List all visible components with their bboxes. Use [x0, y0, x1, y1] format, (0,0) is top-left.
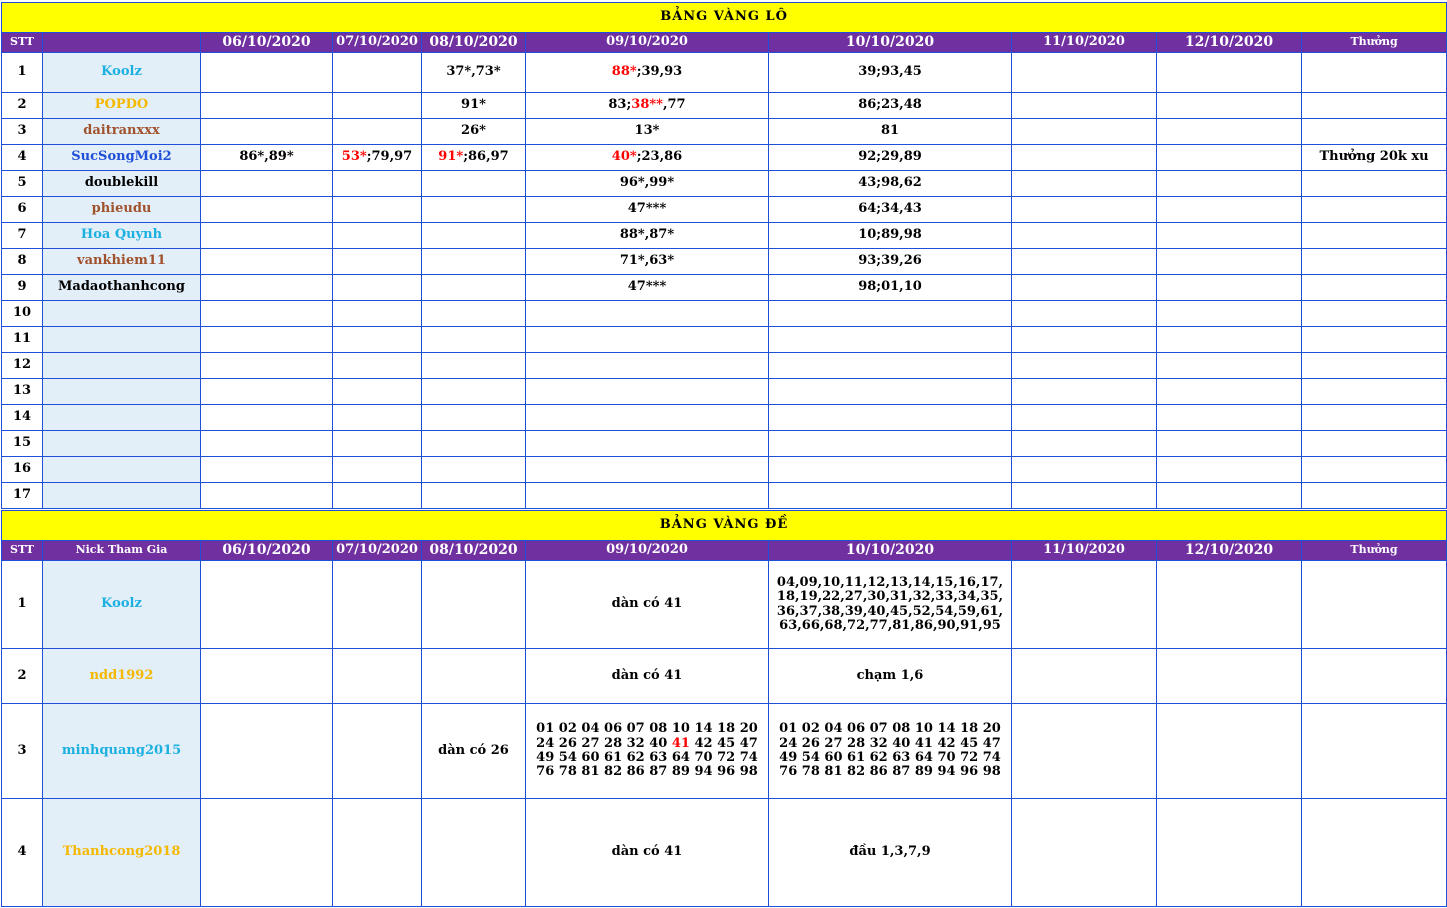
cell-d07[interactable]: [333, 171, 422, 197]
other-numbers: ;39,93: [636, 64, 683, 80]
lo-header-d08: 08/10/2020: [422, 33, 526, 53]
lo-header-reward: Thưởng: [1302, 33, 1447, 53]
cell-d06[interactable]: [201, 483, 333, 509]
row-number: 7: [2, 223, 43, 249]
cell-d10[interactable]: [769, 431, 1012, 457]
numbers: 42 45 47: [689, 735, 758, 751]
cell-d07[interactable]: [333, 379, 422, 405]
cell-d10[interactable]: 10;89,98: [769, 223, 1012, 249]
cell-d09[interactable]: [526, 431, 769, 457]
cell-d08[interactable]: [422, 799, 526, 907]
number-line: 01 02 04 06 07 08 10 14 18 20: [536, 721, 758, 737]
cell-d12[interactable]: [1157, 145, 1302, 171]
cell-d11[interactable]: [1012, 431, 1157, 457]
cell-d07[interactable]: [333, 93, 422, 119]
cell-d12[interactable]: [1157, 483, 1302, 509]
cell-d06[interactable]: [201, 249, 333, 275]
cell-d06[interactable]: [201, 197, 333, 223]
cell-reward[interactable]: [1302, 301, 1447, 327]
cell-d08[interactable]: 37*,73*: [422, 53, 526, 93]
cell-d06[interactable]: [201, 379, 333, 405]
cell-d07[interactable]: [333, 53, 422, 93]
cell-reward[interactable]: [1302, 649, 1447, 704]
de-header-reward: Thưởng: [1302, 541, 1447, 561]
cell-d08[interactable]: 26*: [422, 119, 526, 145]
de-row: [2, 704, 1447, 799]
cell-d07[interactable]: [333, 457, 422, 483]
cell-d12[interactable]: [1157, 353, 1302, 379]
row-number: 5: [2, 171, 43, 197]
cell-reward[interactable]: [1302, 704, 1447, 799]
player-name[interactable]: [43, 379, 201, 405]
row-number: 15: [2, 431, 43, 457]
number-line: 18,19,22,27,30,31,32,33,34,35,: [776, 589, 1004, 605]
lo-row-empty: [2, 327, 1447, 353]
cell-d11[interactable]: [1012, 799, 1157, 907]
cell-d12[interactable]: [1157, 405, 1302, 431]
other-numbers: ,77: [662, 97, 686, 113]
cell-d06[interactable]: [201, 53, 333, 93]
cell-d12[interactable]: [1157, 431, 1302, 457]
cell-reward[interactable]: [1302, 197, 1447, 223]
player-name[interactable]: doublekill: [43, 171, 201, 197]
other-numbers: ;86,97: [463, 149, 509, 165]
cell-d09[interactable]: 47***: [526, 275, 769, 301]
cell-d06[interactable]: [201, 649, 333, 704]
number-line: [526, 737, 768, 751]
lo-row-empty: [2, 379, 1447, 405]
cell-d12[interactable]: [1157, 301, 1302, 327]
cell-d09[interactable]: 96*,99*: [526, 171, 769, 197]
number-line: 49 54 60 61 62 63 64 70 72 74: [536, 750, 758, 765]
cell-d10[interactable]: [769, 353, 1012, 379]
de-title: BẢNG VÀNG ĐỀ: [2, 511, 1447, 541]
cell-d07[interactable]: [333, 327, 422, 353]
hit-numbers: 40*: [611, 149, 637, 165]
number-line: 76 78 81 82 86 87 89 94 96 98: [536, 764, 758, 780]
de-row: [2, 649, 1447, 704]
cell-d11[interactable]: [1012, 379, 1157, 405]
cell-d12[interactable]: [1157, 561, 1302, 649]
cell-reward[interactable]: [1302, 457, 1447, 483]
cell-d11[interactable]: [1012, 53, 1157, 93]
player-name[interactable]: [43, 457, 201, 483]
row-number: 10: [2, 301, 43, 327]
cell-reward[interactable]: [1302, 93, 1447, 119]
numbers: 24 26 27 28 32 40: [536, 735, 672, 751]
player-name[interactable]: Thanhcong2018: [43, 799, 201, 907]
hit-number: 41: [671, 735, 690, 751]
cell-d09[interactable]: [526, 53, 769, 93]
cell-d06[interactable]: [201, 275, 333, 301]
cell-d10[interactable]: [769, 405, 1012, 431]
de-header-d11: 11/10/2020: [1012, 541, 1157, 561]
lo-row-empty: [2, 405, 1447, 431]
hit-numbers: 91*: [438, 149, 464, 165]
cell-d06[interactable]: [201, 171, 333, 197]
cell-d07[interactable]: [333, 301, 422, 327]
cell-d10[interactable]: [769, 379, 1012, 405]
row-number: 4: [2, 799, 43, 907]
cell-reward[interactable]: [1302, 275, 1447, 301]
lo-row-empty: [2, 353, 1447, 379]
cell-d08[interactable]: [422, 327, 526, 353]
cell-d07[interactable]: [333, 431, 422, 457]
player-name[interactable]: Madaothanhcong: [43, 275, 201, 301]
cell-d07[interactable]: [333, 561, 422, 649]
cell-d08[interactable]: [422, 249, 526, 275]
cell-d09[interactable]: [526, 457, 769, 483]
lo-row: [2, 249, 1447, 275]
cell-d12[interactable]: [1157, 93, 1302, 119]
cell-d10[interactable]: [769, 327, 1012, 353]
cell-d10[interactable]: [769, 457, 1012, 483]
cell-d10[interactable]: 92;29,89: [769, 145, 1012, 171]
cell-reward[interactable]: [1302, 353, 1447, 379]
cell-d10[interactable]: [769, 301, 1012, 327]
cell-d08[interactable]: [422, 223, 526, 249]
de-header-row: [2, 541, 1447, 561]
cell-d06[interactable]: [201, 405, 333, 431]
row-number: 1: [2, 53, 43, 93]
cell-d09[interactable]: [526, 301, 769, 327]
cell-d10[interactable]: [769, 483, 1012, 509]
cell-d09[interactable]: dàn có 41: [526, 799, 769, 907]
cell-d06[interactable]: [201, 704, 333, 799]
row-number: 8: [2, 249, 43, 275]
cell-d09[interactable]: [526, 379, 769, 405]
cell-reward[interactable]: [1302, 249, 1447, 275]
lo-table: [1, 2, 1447, 509]
cell-reward[interactable]: [1302, 327, 1447, 353]
cell-d06[interactable]: [201, 561, 333, 649]
de-header-name: Nick Tham Gia: [43, 541, 201, 561]
hit-numbers: 53*: [341, 149, 367, 165]
cell-d12[interactable]: [1157, 171, 1302, 197]
cell-d08[interactable]: [422, 197, 526, 223]
cell-d07[interactable]: [333, 799, 422, 907]
number-line: 49 54 60 61 62 63 64 70 72 74: [779, 750, 1001, 765]
cell-d10[interactable]: [769, 561, 1012, 649]
cell-d07[interactable]: [333, 249, 422, 275]
cell-d12[interactable]: [1157, 327, 1302, 353]
cell-d07[interactable]: [333, 119, 422, 145]
cell-d08[interactable]: [422, 379, 526, 405]
lo-header-d09: 09/10/2020: [526, 33, 769, 53]
hit-numbers: 88*: [611, 64, 637, 80]
cell-d07[interactable]: [333, 197, 422, 223]
cell-d09[interactable]: 13*: [526, 119, 769, 145]
row-number: 12: [2, 353, 43, 379]
row-number: 9: [2, 275, 43, 301]
cell-d08[interactable]: [422, 405, 526, 431]
cell-d06[interactable]: [201, 93, 333, 119]
row-number: 2: [2, 93, 43, 119]
cell-d11[interactable]: [1012, 483, 1157, 509]
cell-d10[interactable]: chạm 1,6: [769, 649, 1012, 704]
cell-reward[interactable]: [1302, 223, 1447, 249]
cell-d11[interactable]: [1012, 327, 1157, 353]
row-number: 16: [2, 457, 43, 483]
player-name[interactable]: [43, 405, 201, 431]
cell-d06[interactable]: [201, 353, 333, 379]
lo-title: BẢNG VÀNG LÔ: [2, 3, 1447, 33]
cell-d08[interactable]: [422, 483, 526, 509]
cell-d07[interactable]: [333, 275, 422, 301]
cell-d10[interactable]: 81: [769, 119, 1012, 145]
cell-d09[interactable]: [526, 405, 769, 431]
lo-header-d11: 11/10/2020: [1012, 33, 1157, 53]
cell-d12[interactable]: [1157, 223, 1302, 249]
cell-d10[interactable]: đầu 1,3,7,9: [769, 799, 1012, 907]
cell-reward[interactable]: [1302, 431, 1447, 457]
player-name[interactable]: phieudu: [43, 197, 201, 223]
de-header-d08: 08/10/2020: [422, 541, 526, 561]
cell-d11[interactable]: [1012, 171, 1157, 197]
de-header-d09: 09/10/2020: [526, 541, 769, 561]
lo-header-row: [2, 33, 1447, 53]
cell-d06[interactable]: [201, 301, 333, 327]
cell-d07[interactable]: [333, 649, 422, 704]
cell-d09[interactable]: dàn có 41: [526, 649, 769, 704]
other-numbers: ;79,97: [366, 149, 413, 165]
hit-numbers: 38**: [631, 97, 663, 113]
cell-d11[interactable]: [1012, 249, 1157, 275]
cell-d08[interactable]: [422, 431, 526, 457]
cell-d12[interactable]: [1157, 649, 1302, 704]
row-number: 11: [2, 327, 43, 353]
number-line: 36,37,38,39,40,45,52,54,59,61,: [776, 603, 1004, 619]
cell-d11[interactable]: [1012, 275, 1157, 301]
cell-d10[interactable]: 93;39,26: [769, 249, 1012, 275]
cell-d06[interactable]: [201, 327, 333, 353]
cell-d09[interactable]: [526, 704, 769, 799]
cell-reward[interactable]: [1302, 53, 1447, 93]
number-line: 01 02 04 06 07 08 10 14 18 20: [779, 721, 1001, 737]
cell-d06[interactable]: [201, 223, 333, 249]
other-numbers: ;23,86: [636, 149, 683, 165]
number-line: 24 26 27 28 32 40 41 42 45 47: [779, 735, 1001, 751]
player-name[interactable]: vankhiem11: [43, 249, 201, 275]
cell-reward[interactable]: [1302, 799, 1447, 907]
player-name[interactable]: [43, 353, 201, 379]
cell-d08[interactable]: [422, 301, 526, 327]
cell-d11[interactable]: [1012, 119, 1157, 145]
row-number: 3: [2, 704, 43, 799]
cell-d08[interactable]: [422, 275, 526, 301]
player-name[interactable]: Hoa Quynh: [43, 223, 201, 249]
de-header-d07: 07/10/2020: [333, 541, 422, 561]
lo-row: [2, 275, 1447, 301]
cell-d09[interactable]: [526, 145, 769, 171]
lo-header-d07: 07/10/2020: [333, 33, 422, 53]
de-row: [2, 799, 1447, 907]
player-name[interactable]: minhquang2015: [43, 704, 201, 799]
lo-header-stt: STT: [2, 33, 43, 53]
cell-d06[interactable]: [201, 799, 333, 907]
cell-reward[interactable]: Thưởng 20k xu: [1302, 145, 1447, 171]
cell-d11[interactable]: [1012, 649, 1157, 704]
row-number: 17: [2, 483, 43, 509]
cell-reward[interactable]: [1302, 119, 1447, 145]
cell-d07[interactable]: [333, 483, 422, 509]
lo-row-empty: [2, 457, 1447, 483]
cell-d10[interactable]: 86;23,48: [769, 93, 1012, 119]
cell-d09[interactable]: [526, 353, 769, 379]
cell-d07[interactable]: [333, 704, 422, 799]
number-line: 63,66,68,72,77,81,86,90,91,95: [779, 617, 1001, 633]
lo-row: [2, 145, 1447, 171]
de-header-d06: 06/10/2020: [201, 541, 333, 561]
cell-d11[interactable]: [1012, 353, 1157, 379]
cell-d09[interactable]: 71*,63*: [526, 249, 769, 275]
lo-row-empty: [2, 301, 1447, 327]
row-number: 6: [2, 197, 43, 223]
cell-d11[interactable]: [1012, 301, 1157, 327]
cell-d11[interactable]: [1012, 561, 1157, 649]
row-number: 2: [2, 649, 43, 704]
de-table: [1, 510, 1447, 907]
cell-reward[interactable]: [1302, 483, 1447, 509]
cell-d12[interactable]: [1157, 457, 1302, 483]
de-row: [2, 561, 1447, 649]
cell-d09[interactable]: 47***: [526, 197, 769, 223]
player-name[interactable]: POPDO: [43, 93, 201, 119]
lo-row: [2, 53, 1447, 93]
cell-d06[interactable]: [201, 431, 333, 457]
row-number: 4: [2, 145, 43, 171]
de-header-d10: 10/10/2020: [769, 541, 1012, 561]
de-header-d12: 12/10/2020: [1157, 541, 1302, 561]
cell-d08[interactable]: [422, 171, 526, 197]
cell-d09[interactable]: 88*,87*: [526, 223, 769, 249]
player-name[interactable]: Koolz: [43, 53, 201, 93]
cell-d10[interactable]: [769, 704, 1012, 799]
cell-d12[interactable]: [1157, 704, 1302, 799]
cell-d11[interactable]: [1012, 457, 1157, 483]
lo-row: [2, 197, 1447, 223]
cell-d09[interactable]: [526, 93, 769, 119]
cell-d09[interactable]: [526, 327, 769, 353]
cell-d12[interactable]: [1157, 119, 1302, 145]
player-name[interactable]: [43, 431, 201, 457]
cell-d06[interactable]: 86*,89*: [201, 145, 333, 171]
cell-d10[interactable]: 39;93,45: [769, 53, 1012, 93]
cell-reward[interactable]: [1302, 379, 1447, 405]
player-name[interactable]: SucSongMoi2: [43, 145, 201, 171]
row-number: 14: [2, 405, 43, 431]
cell-d12[interactable]: [1157, 249, 1302, 275]
number-line: 76 78 81 82 86 87 89 94 96 98: [779, 764, 1001, 780]
cell-d09[interactable]: [526, 483, 769, 509]
lo-row-empty: [2, 483, 1447, 509]
de-header-stt: STT: [2, 541, 43, 561]
number-line: 04,09,10,11,12,13,14,15,16,17,: [776, 574, 1004, 590]
other-numbers: 83;: [608, 97, 632, 113]
player-name[interactable]: ndd1992: [43, 649, 201, 704]
cell-d10[interactable]: 98;01,10: [769, 275, 1012, 301]
row-number: 1: [2, 561, 43, 649]
cell-d08[interactable]: [422, 457, 526, 483]
cell-reward[interactable]: [1302, 171, 1447, 197]
cell-d10[interactable]: 43;98,62: [769, 171, 1012, 197]
cell-reward[interactable]: [1302, 405, 1447, 431]
cell-d08[interactable]: dàn có 26: [422, 704, 526, 799]
lo-row: [2, 119, 1447, 145]
lo-row-empty: [2, 431, 1447, 457]
cell-d06[interactable]: [201, 457, 333, 483]
row-number: 3: [2, 119, 43, 145]
cell-d07[interactable]: [333, 223, 422, 249]
player-name[interactable]: [43, 327, 201, 353]
cell-d10[interactable]: 64;34,43: [769, 197, 1012, 223]
cell-d11[interactable]: [1012, 704, 1157, 799]
cell-d12[interactable]: [1157, 53, 1302, 93]
lo-row: [2, 93, 1447, 119]
cell-d11[interactable]: [1012, 145, 1157, 171]
player-name[interactable]: daitranxxx: [43, 119, 201, 145]
cell-reward[interactable]: [1302, 561, 1447, 649]
cell-d11[interactable]: [1012, 223, 1157, 249]
cell-d07[interactable]: [333, 145, 422, 171]
cell-d12[interactable]: [1157, 197, 1302, 223]
cell-d11[interactable]: [1012, 197, 1157, 223]
lo-header-d12: 12/10/2020: [1157, 33, 1302, 53]
player-name[interactable]: [43, 483, 201, 509]
cell-d08[interactable]: [422, 353, 526, 379]
lo-header-d06: 06/10/2020: [201, 33, 333, 53]
cell-d12[interactable]: [1157, 379, 1302, 405]
cell-d08[interactable]: 91*: [422, 93, 526, 119]
lo-empty-rows: [2, 301, 1447, 509]
cell-d11[interactable]: [1012, 405, 1157, 431]
lo-row: [2, 223, 1447, 249]
cell-d12[interactable]: [1157, 799, 1302, 907]
player-name[interactable]: Koolz: [43, 561, 201, 649]
lo-header-d10: 10/10/2020: [769, 33, 1012, 53]
cell-d11[interactable]: [1012, 93, 1157, 119]
lo-row: [2, 171, 1447, 197]
cell-d07[interactable]: [333, 405, 422, 431]
cell-d09[interactable]: dàn có 41: [526, 561, 769, 649]
cell-d07[interactable]: [333, 353, 422, 379]
cell-d08[interactable]: [422, 649, 526, 704]
cell-d08[interactable]: [422, 145, 526, 171]
cell-d08[interactable]: [422, 561, 526, 649]
cell-d12[interactable]: [1157, 275, 1302, 301]
lo-header-name: [43, 33, 201, 53]
cell-d06[interactable]: [201, 119, 333, 145]
player-name[interactable]: [43, 301, 201, 327]
row-number: 13: [2, 379, 43, 405]
